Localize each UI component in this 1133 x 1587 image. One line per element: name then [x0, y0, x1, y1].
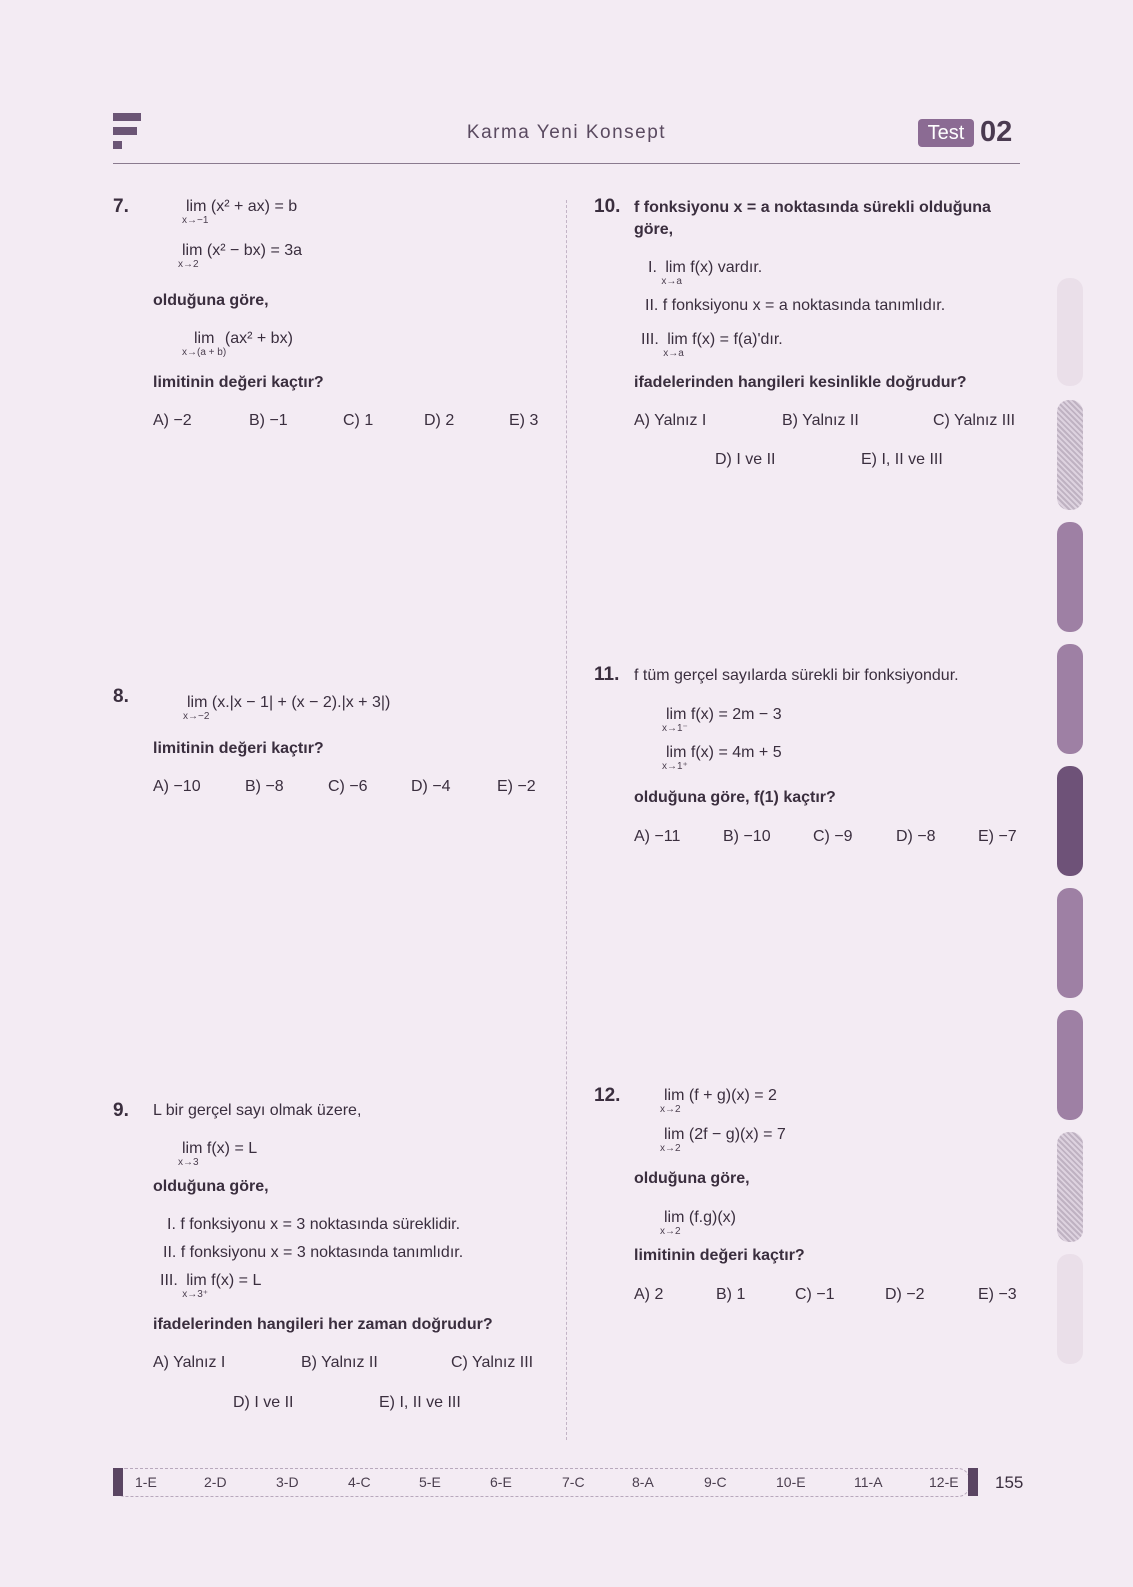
q12-limit-1: lim x→2 (f + g)(x) = 2 [660, 1087, 777, 1115]
side-tab-7[interactable] [1057, 1010, 1083, 1120]
q7-option-a[interactable]: A) −2 [153, 412, 192, 429]
side-tab-6[interactable] [1057, 888, 1083, 998]
answer-key-item-6: 6-E [490, 1474, 512, 1490]
q8-option-b[interactable]: B) −8 [245, 778, 284, 795]
answer-key-item-5: 5-E [419, 1474, 441, 1490]
q9-option-a[interactable]: A) Yalnız I [153, 1354, 226, 1371]
answer-key-item-12: 12-E [929, 1474, 959, 1490]
q10-option-d[interactable]: D) I ve II [715, 451, 776, 468]
test-number: 02 [980, 116, 1013, 148]
column-divider [566, 200, 567, 1440]
answer-key-item-3: 3-D [276, 1474, 299, 1490]
side-tab-2[interactable] [1057, 400, 1083, 510]
q10-question: ifadelerinden hangileri kesinlikle doğrudur? [634, 374, 967, 391]
q8-option-d[interactable]: D) −4 [411, 778, 451, 795]
answer-key-item-7: 7-C [562, 1474, 585, 1490]
q9-limit-1: lim x→3 f(x) = L [178, 1140, 258, 1168]
q11-intro: f tüm gerçel sayılarda sürekli bir fonksiyondur. [634, 667, 959, 684]
answer-key-item-9: 9-C [704, 1474, 727, 1490]
answer-key-item-1: 1-E [135, 1474, 157, 1490]
q9-option-b[interactable]: B) Yalnız II [301, 1354, 378, 1371]
q11-option-c[interactable]: C) −9 [813, 828, 853, 845]
q8-number: 8. [113, 686, 129, 707]
logo-bar-1 [113, 113, 141, 121]
q11-option-d[interactable]: D) −8 [896, 828, 936, 845]
q10-statement-2: II. f fonksiyonu x = a noktasında tanımlıdır. [645, 297, 946, 314]
q12-option-c[interactable]: C) −1 [795, 1286, 835, 1303]
q7-limit-1: lim x→−1 (x² + ax) = b [182, 198, 298, 226]
q12-option-e[interactable]: E) −3 [978, 1286, 1017, 1303]
q12-option-a[interactable]: A) 2 [634, 1286, 664, 1303]
q9-option-d[interactable]: D) I ve II [233, 1394, 294, 1411]
q12-given: olduğuna göre, [634, 1170, 750, 1187]
q8-limit-1: lim x→−2 (x.|x − 1| + (x − 2).|x + 3|) [183, 694, 391, 722]
q10-option-e[interactable]: E) I, II ve III [861, 451, 943, 468]
q10-option-a[interactable]: A) Yalnız I [634, 412, 707, 429]
q7-given: olduğuna göre, [153, 292, 269, 309]
q10-number: 10. [594, 196, 621, 217]
q10-option-c[interactable]: C) Yalnız III [933, 412, 1016, 429]
q7-number: 7. [113, 196, 129, 217]
q11-limit-2: lim x→1⁺ f(x) = 4m + 5 [662, 744, 782, 772]
answer-key-left-mark [113, 1468, 123, 1496]
q9-given: olduğuna göre, [153, 1178, 269, 1195]
answer-key-item-2: 2-D [204, 1474, 227, 1490]
page-number: 155 [995, 1473, 1024, 1492]
header-divider [113, 163, 1020, 164]
q7-option-d[interactable]: D) 2 [424, 412, 455, 429]
q10-intro-line-1: f fonksiyonu x = a noktasında sürekli olduğuna [634, 199, 991, 216]
q11-question: olduğuna göre, f(1) kaçtır? [634, 789, 836, 806]
header-title: Karma Yeni Konsept [466, 122, 667, 143]
q12-limit-2: lim x→2 (2f − g)(x) = 7 [660, 1126, 786, 1154]
side-tab-5-active[interactable] [1057, 766, 1083, 876]
q12-option-b[interactable]: B) 1 [716, 1286, 746, 1303]
answer-key-item-10: 10-E [776, 1474, 806, 1490]
q11-option-a[interactable]: A) −11 [634, 828, 681, 845]
q12-number: 12. [594, 1085, 621, 1106]
q9-intro: L bir gerçel sayı olmak üzere, [153, 1102, 362, 1119]
q10-statement-3: III. lim x→a f(x) = f(a)'dır. [641, 331, 783, 359]
q10-statement-1: I. lim x→a f(x) vardır. [648, 259, 763, 287]
q9-statement-1: I. f fonksiyonu x = 3 noktasında süreklidir. [167, 1216, 461, 1233]
q7-limit-2: lim x→2 (x² − bx) = 3a [178, 242, 303, 270]
q9-number: 9. [113, 1100, 129, 1121]
q8-question: limitinin değeri kaçtır? [153, 740, 324, 757]
q12-limit-3: lim x→2 (f.g)(x) [660, 1209, 736, 1237]
answer-key-item-4: 4-C [348, 1474, 371, 1490]
q7-option-c[interactable]: C) 1 [343, 412, 374, 429]
q9-option-e[interactable]: E) I, II ve III [379, 1394, 461, 1411]
side-tab-3[interactable] [1057, 522, 1083, 632]
q11-limit-1: lim x→1⁻ f(x) = 2m − 3 [662, 706, 782, 734]
q8-option-e[interactable]: E) −2 [497, 778, 536, 795]
q7-question: limitinin değeri kaçtır? [153, 374, 324, 391]
q7-option-e[interactable]: E) 3 [509, 412, 539, 429]
q9-statement-2: II. f fonksiyonu x = 3 noktasında tanımlıdır. [163, 1244, 464, 1261]
test-badge: Test [918, 119, 974, 147]
q12-question: limitinin değeri kaçtır? [634, 1247, 805, 1264]
side-tab-4[interactable] [1057, 644, 1083, 754]
side-tab-1[interactable] [1057, 278, 1083, 386]
q8-option-a[interactable]: A) −10 [153, 778, 201, 795]
q9-statement-3: III. lim x→3⁺ f(x) = L [160, 1272, 262, 1300]
side-tab-9[interactable] [1057, 1254, 1083, 1364]
q11-number: 11. [594, 664, 620, 685]
side-tab-8[interactable] [1057, 1132, 1083, 1242]
answer-key-item-11: 11-A [854, 1474, 883, 1490]
q10-intro-line-2: göre, [634, 221, 674, 238]
q12-option-d[interactable]: D) −2 [885, 1286, 925, 1303]
q11-option-b[interactable]: B) −10 [723, 828, 771, 845]
q9-option-c[interactable]: C) Yalnız III [451, 1354, 534, 1371]
answer-key-right-mark [968, 1468, 978, 1496]
q9-question: ifadelerinden hangileri her zaman doğrudur? [153, 1316, 493, 1333]
answer-key-bar [113, 1468, 970, 1497]
q7-option-b[interactable]: B) −1 [249, 412, 288, 429]
q10-option-b[interactable]: B) Yalnız II [782, 412, 859, 429]
q8-option-c[interactable]: C) −6 [328, 778, 368, 795]
q7-limit-3: lim x→(a + b) (ax² + bx) [182, 330, 293, 358]
q11-option-e[interactable]: E) −7 [978, 828, 1017, 845]
answer-key-item-8: 8-A [632, 1474, 654, 1490]
